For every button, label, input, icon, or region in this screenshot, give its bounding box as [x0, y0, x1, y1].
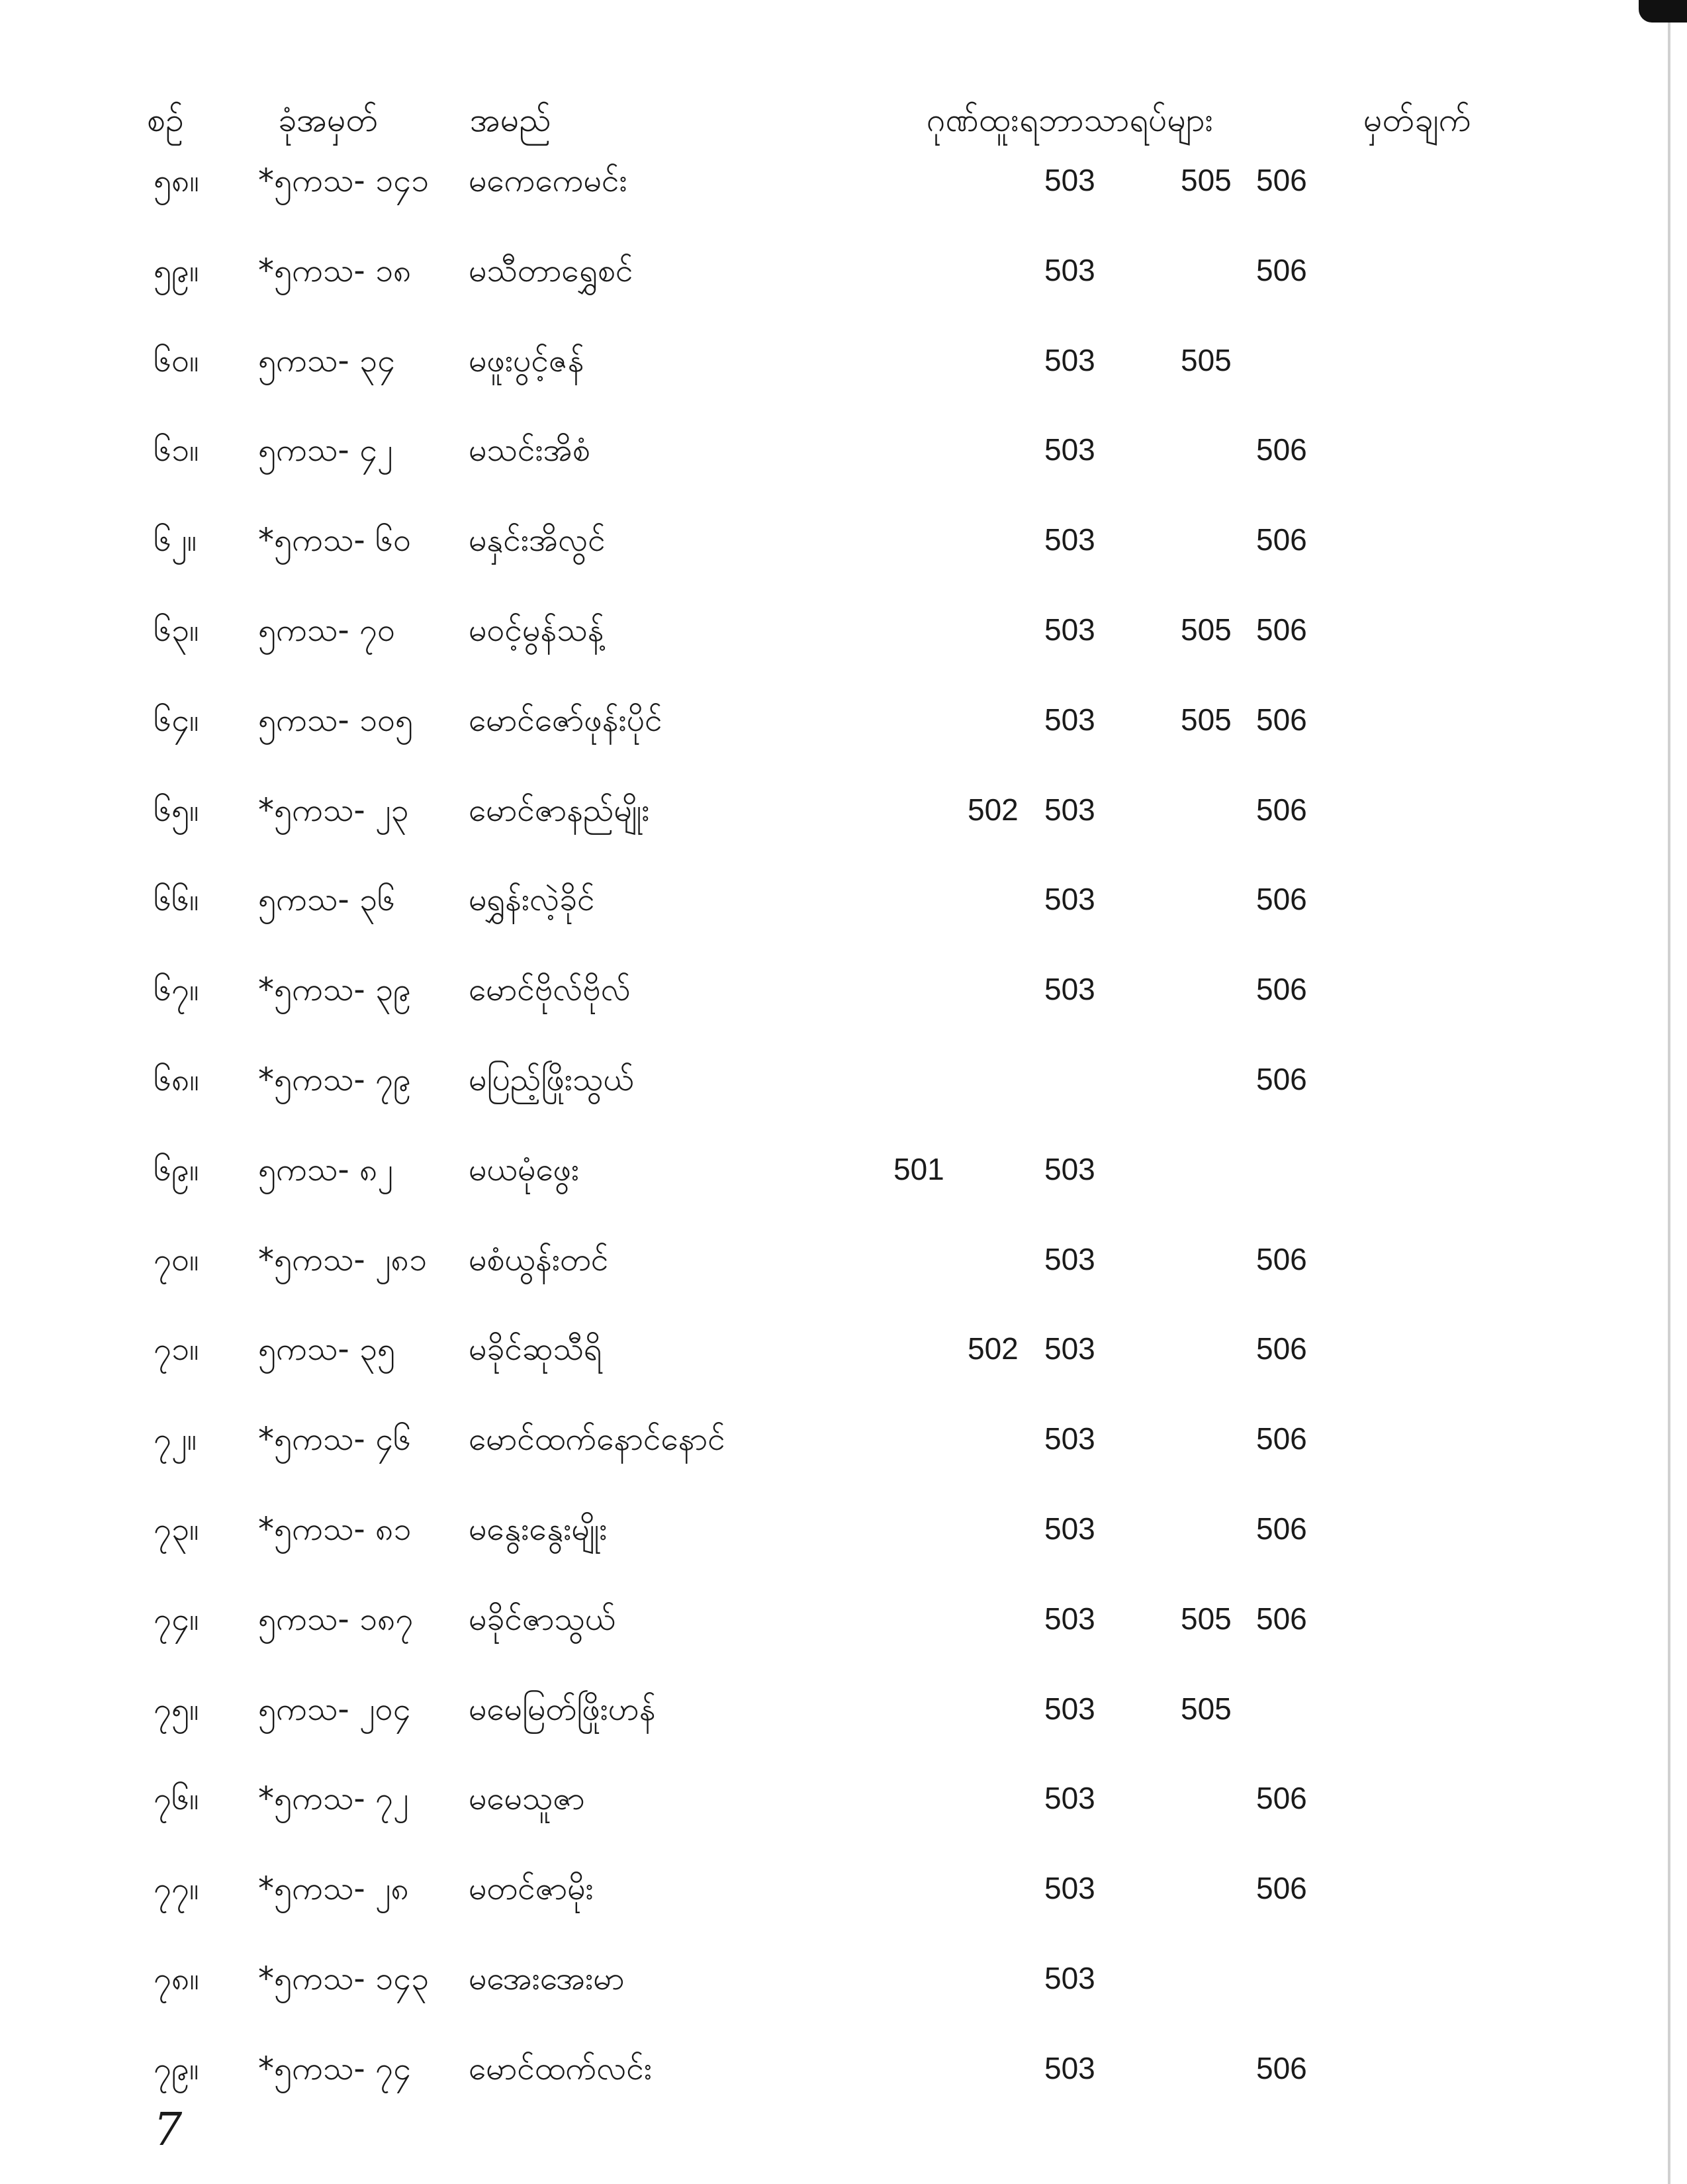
serial-number: ၇၅။: [154, 1691, 199, 1728]
subject-506: 506: [1256, 253, 1307, 287]
subject-503: 503: [1044, 1601, 1095, 1636]
serial-number: ၆၉။: [154, 1151, 199, 1188]
roll-number: *၅ကသ- ၈၁: [258, 1511, 412, 1548]
roll-number: *၅ကသ- ၇၄: [258, 2050, 411, 2087]
subject-506: 506: [1256, 522, 1307, 557]
subject-503: 503: [1044, 1511, 1095, 1546]
student-name: မဖူးပွင့်ဇန်: [469, 342, 584, 379]
subject-503: 503: [1044, 1331, 1095, 1366]
table-row: [0, 2050, 1687, 2140]
roll-number: ၅ကသ- ၃၄: [258, 342, 395, 379]
subject-506: 506: [1256, 163, 1307, 197]
table-row: [0, 1331, 1687, 1421]
roll-number: *၅ကသ- ၂၈: [258, 1870, 409, 1907]
subject-503: 503: [1044, 253, 1095, 287]
roll-number: *၅ကသ- ၁၈: [258, 252, 412, 289]
student-name: မနွေးနွေးမျိုး: [469, 1511, 608, 1548]
student-name: မမေမြတ်ဖြိုးဟန်: [469, 1691, 656, 1728]
roll-number: ၅ကသ- ၁၈၇: [258, 1601, 414, 1638]
table-row: [0, 1241, 1687, 1331]
subject-503: 503: [1044, 1242, 1095, 1276]
subject-506: 506: [1256, 1601, 1307, 1636]
table-row: [0, 792, 1687, 882]
serial-number: ၆၅။: [154, 792, 199, 829]
page-number: 7: [154, 2104, 183, 2156]
table-row: [0, 1960, 1687, 2050]
subject-503: 503: [1044, 1421, 1095, 1456]
subject-503: 503: [1044, 163, 1095, 197]
subject-501: 501: [893, 1152, 944, 1186]
serial-number: ၇၉။: [154, 2050, 199, 2087]
table-row: [0, 1421, 1687, 1511]
subject-502: 502: [968, 792, 1019, 827]
serial-number: ၆၂။: [154, 522, 197, 559]
subject-503: 503: [1044, 792, 1095, 827]
subject-505: 505: [1181, 702, 1232, 737]
table-row: [0, 522, 1687, 612]
roll-number: *၅ကသ- ၇၂: [258, 1780, 409, 1817]
serial-number: ၇၆။: [154, 1780, 199, 1817]
student-name: မသင်းအိစံ: [469, 432, 590, 469]
header-remarks: မှတ်ချက်: [1363, 101, 1471, 139]
serial-number: ၆၇။: [154, 971, 199, 1008]
subject-506: 506: [1256, 702, 1307, 737]
subject-506: 506: [1256, 1331, 1307, 1366]
roll-number: *၅ကသ- ၄၆: [258, 1421, 411, 1458]
table-row: [0, 612, 1687, 702]
student-name: မောင်ထက်နောင်နောင်: [469, 1421, 725, 1458]
subject-506: 506: [1256, 792, 1307, 827]
subject-506: 506: [1256, 1781, 1307, 1815]
subject-503: 503: [1044, 1152, 1095, 1186]
subject-503: 503: [1044, 1961, 1095, 1995]
student-name: မခိုင်ဇာသွယ်: [469, 1601, 616, 1638]
student-name: မတင်ဇာမိုး: [469, 1870, 594, 1907]
table-row: [0, 1691, 1687, 1781]
subject-506: 506: [1256, 432, 1307, 467]
subject-506: 506: [1256, 882, 1307, 916]
table-header: [0, 0, 1687, 172]
subject-503: 503: [1044, 972, 1095, 1006]
subject-503: 503: [1044, 343, 1095, 377]
serial-number: ၆၈။: [154, 1061, 199, 1098]
roll-number: ၅ကသ- ၈၂: [258, 1151, 393, 1188]
table-row: [0, 252, 1687, 342]
subject-503: 503: [1044, 2051, 1095, 2085]
roll-number: ၅ကသ- ၃၆: [258, 881, 395, 918]
subject-506: 506: [1256, 1242, 1307, 1276]
serial-number: ၆၃။: [154, 612, 199, 649]
serial-number: ၆၄။: [154, 702, 199, 739]
subject-503: 503: [1044, 432, 1095, 467]
subject-503: 503: [1044, 1871, 1095, 1905]
subject-503: 503: [1044, 1691, 1095, 1726]
roll-number: *၅ကသ- ၆၀: [258, 522, 411, 559]
serial-number: ၇၀။: [154, 1241, 199, 1278]
header-roll-no: ခုံအမှတ်: [278, 101, 379, 139]
table-row: [0, 1870, 1687, 1960]
roll-number: ၅ကသ- ၁၀၅: [258, 702, 413, 739]
serial-number: ၅၈။: [154, 162, 199, 199]
serial-number: ၆၁။: [154, 432, 199, 469]
subject-505: 505: [1181, 1601, 1232, 1636]
table-row: [0, 881, 1687, 971]
roll-number: *၅ကသ- ၁၄၃: [258, 1960, 429, 1997]
serial-number: ၇၄။: [154, 1601, 199, 1638]
table-row: [0, 162, 1687, 252]
table-row: [0, 1151, 1687, 1241]
roll-number: ၅ကသ- ၃၅: [258, 1331, 395, 1368]
serial-number: ၇၈။: [154, 1960, 199, 1997]
subject-506: 506: [1256, 1871, 1307, 1905]
subject-505: 505: [1181, 343, 1232, 377]
roll-number: *၅ကသ- ၂၃: [258, 792, 409, 829]
student-name: မောင်ဗိုလ်ဗိုလ်: [469, 971, 631, 1008]
subject-506: 506: [1256, 1511, 1307, 1546]
student-name: မနှင်းအိလွင်: [469, 522, 606, 559]
student-name: မအေးအေးမာ: [469, 1960, 625, 1997]
subject-503: 503: [1044, 522, 1095, 557]
serial-number: ၆၀။: [154, 342, 199, 379]
subject-506: 506: [1256, 1421, 1307, 1456]
subject-505: 505: [1181, 612, 1232, 647]
table-row: [0, 1601, 1687, 1691]
subject-505: 505: [1181, 163, 1232, 197]
roll-number: *၅ကသ- ၃၉: [258, 971, 411, 1008]
roll-number: ၅ကသ- ၂၀၄: [258, 1691, 411, 1728]
student-name: မဝင့်မွန်သန့်: [469, 612, 604, 649]
student-name: မခိုင်ဆုသီရိ: [469, 1331, 602, 1368]
serial-number: ၇၂။: [154, 1421, 197, 1458]
student-name: မသီတာရွှေစင်: [469, 252, 633, 289]
subject-503: 503: [1044, 702, 1095, 737]
table-row: [0, 971, 1687, 1061]
student-name: မောင်ဇာနည်မျိုး: [469, 792, 650, 829]
header-distinction-subjects: ဂုဏ်ထူးရဘာသာရပ်များ: [927, 101, 1214, 139]
student-name: မောင်ထက်လင်း: [469, 2050, 653, 2087]
table-row: [0, 432, 1687, 522]
subject-503: 503: [1044, 612, 1095, 647]
roll-number: ၅ကသ- ၇၀: [258, 612, 395, 649]
serial-number: ၆၆။: [154, 881, 199, 918]
student-name: မကေကေမင်း: [469, 162, 627, 199]
table-row: [0, 1061, 1687, 1151]
student-name: မယမုံဖွေး: [469, 1151, 580, 1188]
student-name: မရွှန်းလဲ့ခိုင်: [469, 881, 595, 918]
student-name: မစံယွန်းတင်: [469, 1241, 609, 1278]
table-row: [0, 342, 1687, 432]
serial-number: ၇၁။: [154, 1331, 199, 1368]
subject-503: 503: [1044, 882, 1095, 916]
table-row: [0, 1511, 1687, 1601]
subject-505: 505: [1181, 1691, 1232, 1726]
student-name: မောင်ဇော်ဖုန်းပိုင်: [469, 702, 662, 739]
subject-506: 506: [1256, 2051, 1307, 2085]
student-name: မပြည့်ဖြိုးသွယ်: [469, 1061, 634, 1098]
header-serial: စဥ်: [147, 101, 184, 139]
subject-506: 506: [1256, 972, 1307, 1006]
serial-number: ၇၃။: [154, 1511, 199, 1548]
serial-number: ၇၇။: [154, 1870, 199, 1907]
header-name: အမည်: [470, 101, 551, 139]
roll-number: *၅ကသ- ၂၈၁: [258, 1241, 427, 1278]
table-row: [0, 702, 1687, 792]
subject-502: 502: [968, 1331, 1019, 1366]
subject-503: 503: [1044, 1781, 1095, 1815]
table-row: [0, 1780, 1687, 1870]
roll-number: ၅ကသ- ၄၂: [258, 432, 393, 469]
subject-506: 506: [1256, 1062, 1307, 1096]
subject-506: 506: [1256, 612, 1307, 647]
student-name: မမေသူဇာ: [469, 1780, 585, 1817]
serial-number: ၅၉။: [154, 252, 199, 289]
roll-number: *၅ကသ- ၁၄၁: [258, 162, 429, 199]
roll-number: *၅ကသ- ၇၉: [258, 1061, 411, 1098]
